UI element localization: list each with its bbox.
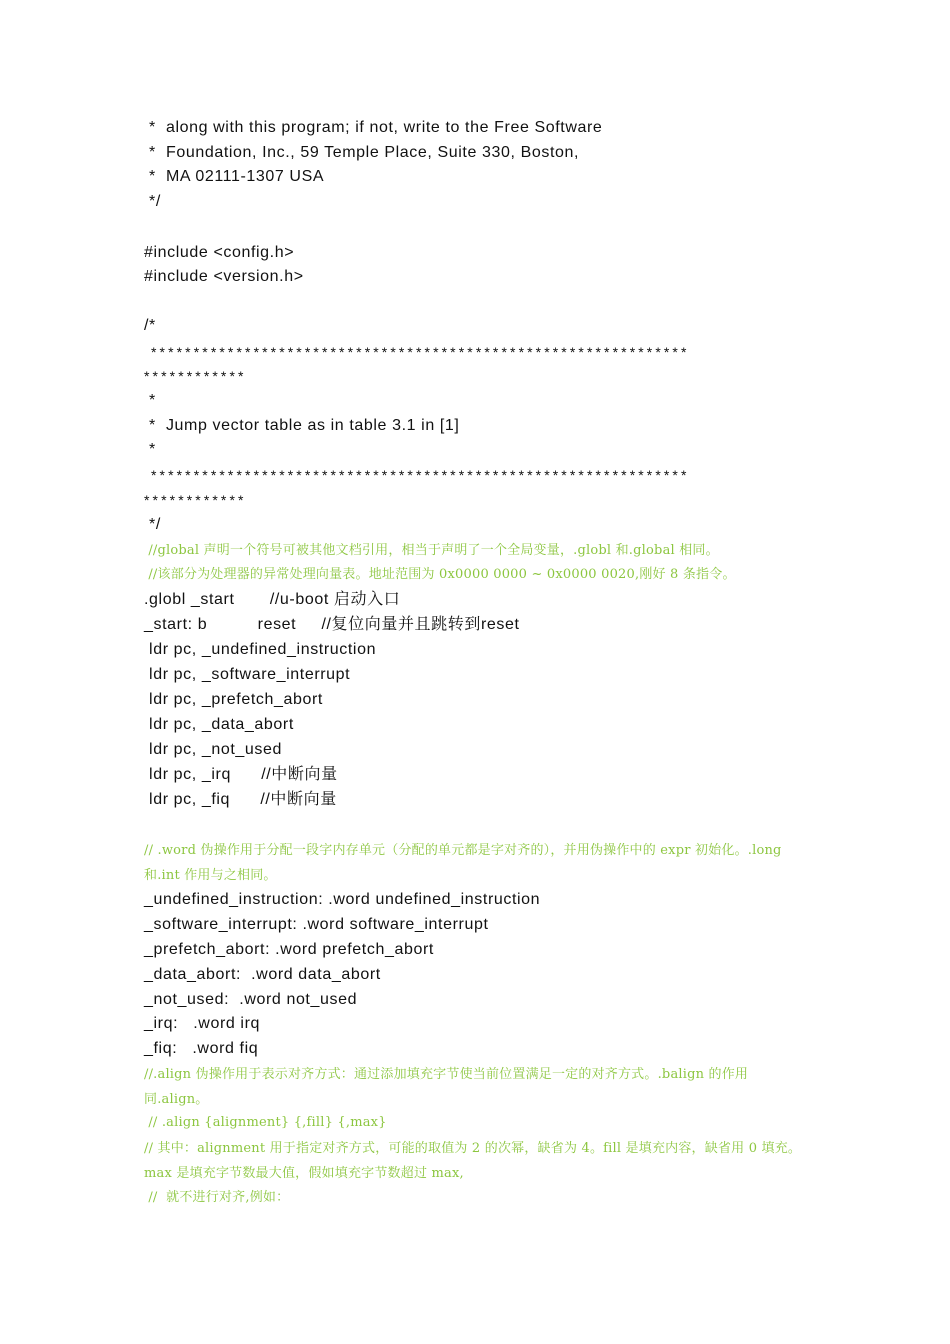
code-line: #include <version.h>: [144, 268, 304, 285]
code-line: *: [144, 392, 156, 409]
code-comment: // .align {alignment} {,fill} {,max}: [144, 1115, 387, 1130]
code-line: ldr pc, _irq //中断向量: [144, 766, 338, 783]
code-line: ************: [144, 368, 247, 384]
code-comment: // 其中：alignment 用于指定对齐方式，可能的取值为 2 的次幂，缺省为 4。fill 是填充内容，缺省用 0 填充。max 是填充字节数最大值，假如填充字节数超过 max,: [144, 1141, 802, 1181]
code-line: _not_used: .word not_used: [144, 991, 358, 1008]
code-line: * along with this program; if not, write to the Free Software: [144, 119, 603, 136]
code-comment: //该部分为处理器的异常处理向量表。地址范围为 0x0000 0000 ~ 0x0000 0020,刚好 8 条指令。: [144, 567, 736, 582]
code-line: .globl _start //u-boot 启动入口: [144, 591, 401, 608]
code-line: ldr pc, _not_used: [144, 741, 282, 758]
code-line: _prefetch_abort: .word prefetch_abort: [144, 941, 434, 958]
code-line: ldr pc, _undefined_instruction: [144, 641, 377, 658]
code-line: ldr pc, _software_interrupt: [144, 666, 351, 683]
code-line: * MA 02111-1307 USA: [144, 168, 325, 185]
code-comment: // 就不进行对齐,例如：: [144, 1190, 290, 1205]
code-line: ************: [144, 492, 247, 508]
code-line: ldr pc, _data_abort: [144, 716, 294, 733]
code-comment: //global 声明一个符号可被其他文档引用，相当于声明了一个全局变量，.globl 和.global 相同。: [144, 543, 719, 558]
code-line: ldr pc, _prefetch_abort: [144, 691, 323, 708]
code-line: _fiq: .word fiq: [144, 1040, 259, 1057]
code-line: _irq: .word irq: [144, 1015, 261, 1032]
code-line: _software_interrupt: .word software_interrupt: [144, 916, 489, 933]
code-line: /*: [144, 317, 156, 334]
code-line: ***************************************************************: [144, 344, 690, 360]
code-line: _data_abort: .word data_abort: [144, 966, 381, 983]
code-line: ldr pc, _fiq //中断向量: [144, 791, 337, 808]
code-line: *: [144, 441, 156, 458]
code-line: */: [144, 193, 161, 210]
code-line: ***************************************************************: [144, 467, 690, 483]
code-line: * Foundation, Inc., 59 Temple Place, Suite 330, Boston,: [144, 144, 580, 161]
code-comment: //.align 伪操作用于表示对齐方式：通过添加填充字节使当前位置满足一定的对齐方式。.balign 的作用同.align。: [144, 1067, 749, 1107]
code-line: */: [144, 516, 161, 533]
code-line: * Jump vector table as in table 3.1 in [1]: [144, 417, 460, 434]
code-line: _start: b reset //复位向量并且跳转到reset: [144, 616, 520, 633]
code-line: #include <config.h>: [144, 244, 295, 261]
code-line: _undefined_instruction: .word undefined_instruction: [144, 891, 541, 908]
code-comment: // .word 伪操作用于分配一段字内存单元（分配的单元都是字对齐的），并用伪操作中的 expr 初始化。.long 和.int 作用与之相同。: [144, 843, 782, 883]
